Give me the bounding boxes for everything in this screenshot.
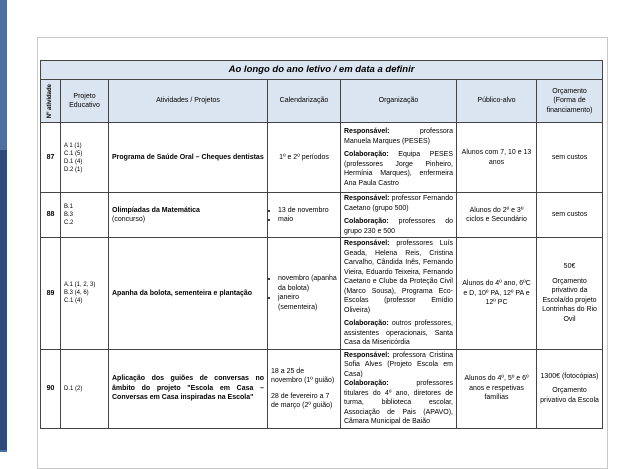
publico-alvo: Alunos com 7, 10 e 13 anos [457,123,537,193]
organizacao-cell [341,193,457,238]
calendar-text: 1º e 2º períodos [268,123,341,193]
colaboracao-text: professores titulares do 4º ano, diretores de turma, biblioteca escolar, Associação de Pais (APAVO), Câmara Municipal de Baião [344,380,453,425]
responsavel-text: professor Fernando Caetano (grupo 500) [344,195,453,212]
responsavel-text: professora Manuela Marques (PESES) [344,128,453,145]
header-atividades: Atividades / Projetos [109,80,268,123]
header-calendarizacao: Calendarização [268,80,341,123]
activity-name: Programa de Saúde Oral – Cheques dentistas [109,123,268,193]
publico-alvo: Alunos do 4º, 5º e 6º anos e respetivas famílias [457,349,537,428]
calendar-item: • maio [278,215,337,225]
projeto-codes [61,193,109,238]
publico-alvo: Alunos do 2º e 3º ciclos e Secundário [457,193,537,238]
table-row [41,349,603,428]
colaboracao-label: Colaboração: [344,151,389,158]
projeto-code: A 1 (1) [64,142,82,149]
projeto-code: C.2 [64,220,74,226]
header-n-atividade [41,80,61,123]
colaboracao-text: outros professores, assistentes operacionais, Santa Casa da Misericórdia [344,320,453,346]
calendar-item: • janeiro (sementeira) [278,293,337,312]
responsavel-text: professora Cristina Sofia Alves (Projeto Escola em Casa) [344,351,453,378]
calendar-line: 28 de fevereiro a 7 de março (2º guião) [271,392,333,409]
activity-name: Aplicação dos guiões de conversas no âmbito do projeto "Escola em Casa – Conversas em Casa inspiradas na Escola" [109,349,268,428]
calendar-item: • 13 de novembro [278,206,337,216]
calendar-cell [268,193,341,238]
responsavel-label: Responsável: [344,351,390,359]
organizacao-cell [341,349,457,428]
activity-number: 90 [41,349,61,428]
header-orcamento: Orçamento (Forma de financiamento) [537,80,603,123]
activity-name: Olimpíadas da Matemática [112,206,200,214]
orcamento-cell [537,123,603,193]
table-row [41,193,603,238]
organizacao-cell [341,238,457,350]
orcamento-source: Orçamento privativo da Escola/do projeto Lontrinhas do Rio Ovil [542,277,597,323]
orcamento-value: 50€ [563,263,576,271]
projeto-codes [61,349,109,428]
projeto-code: B.3 (4, 6) [64,290,89,297]
colaboracao-text: Equipa PESES (professores Jorge Pinheiro, Hermínia Marques), enfermeira Ana Paula Castro [344,151,453,187]
table-row [41,123,603,193]
publico-alvo: Alunos do 4º ano, 6ºC e D, 10º PA, 12º PA e 12º PC [457,238,537,350]
table-title: Ao longo do ano letivo / em data a definir [41,61,603,80]
activity-cell [109,193,268,238]
orcamento-value: 1300€ (fotocópias) [540,372,599,380]
activity-number: 89 [41,238,61,350]
colaboracao-text: professores do grupo 230 e 500 [344,218,453,235]
activities-table [40,60,603,429]
projeto-code: B.1 [64,204,74,210]
activity-number: 88 [41,193,61,238]
header-n-atividade-label: Nº atividade [46,83,53,119]
projeto-code: A.1 (1, 2, 3) [64,282,96,289]
orcamento-text: sem custos [551,153,588,161]
orcamento-text: sem custos [551,211,588,219]
responsavel-label: Responsável: [344,195,390,202]
calendar-line: 18 a 25 de novembro (1º guião) [271,367,335,384]
header-projeto: Projeto Educativo [61,80,109,123]
colaboracao-label: Colaboração: [344,380,389,387]
responsavel-label: Responsável: [344,240,390,247]
activity-subtitle: (concurso) [112,216,146,223]
responsavel-text: professores Luís Geada, Helena Reis, Cristina Carvalho, Cândida Inês, Fernando Vieira, Eduardo Teixeira, Fernando Caetano e Clube da Proteção Civil (Marco Sousa), Programa Eco-Escolas (professor Emídio Oliveira) [344,240,453,314]
orcamento-cell [537,193,603,238]
responsavel-label: Responsável: [344,128,390,135]
left-edge-accent [0,150,7,450]
activity-number: 87 [41,123,61,193]
orcamento-source: Orçamento privativo da Escola [540,387,599,404]
colaboracao-label: Colaboração: [344,218,389,225]
colaboracao-label: Colaboração: [344,320,389,327]
table-row [41,238,603,350]
projeto-code: C.1 (4) [64,298,83,305]
header-publico: Público-alvo [457,80,537,123]
projeto-code: D.1 (4) [64,158,83,165]
orcamento-cell [537,238,603,350]
organizacao-cell [341,123,457,193]
header-row [41,80,603,123]
calendar-cell [268,238,341,350]
left-edge-bar [0,0,7,452]
projeto-code: C.1 (5) [64,150,83,157]
projeto-codes [61,238,109,350]
projeto-code: D.2 (1) [64,166,83,173]
projeto-code: D.1 (2) [64,385,83,392]
calendar-item: • novembro (apanha da bolota) [278,274,337,293]
header-organizacao: Organização [341,80,457,123]
orcamento-cell [537,349,603,428]
calendar-cell [268,349,341,428]
projeto-code: B.3 [64,212,74,218]
projeto-codes [61,123,109,193]
activity-name: Apanha da bolota, sementeira e plantação [109,238,268,350]
